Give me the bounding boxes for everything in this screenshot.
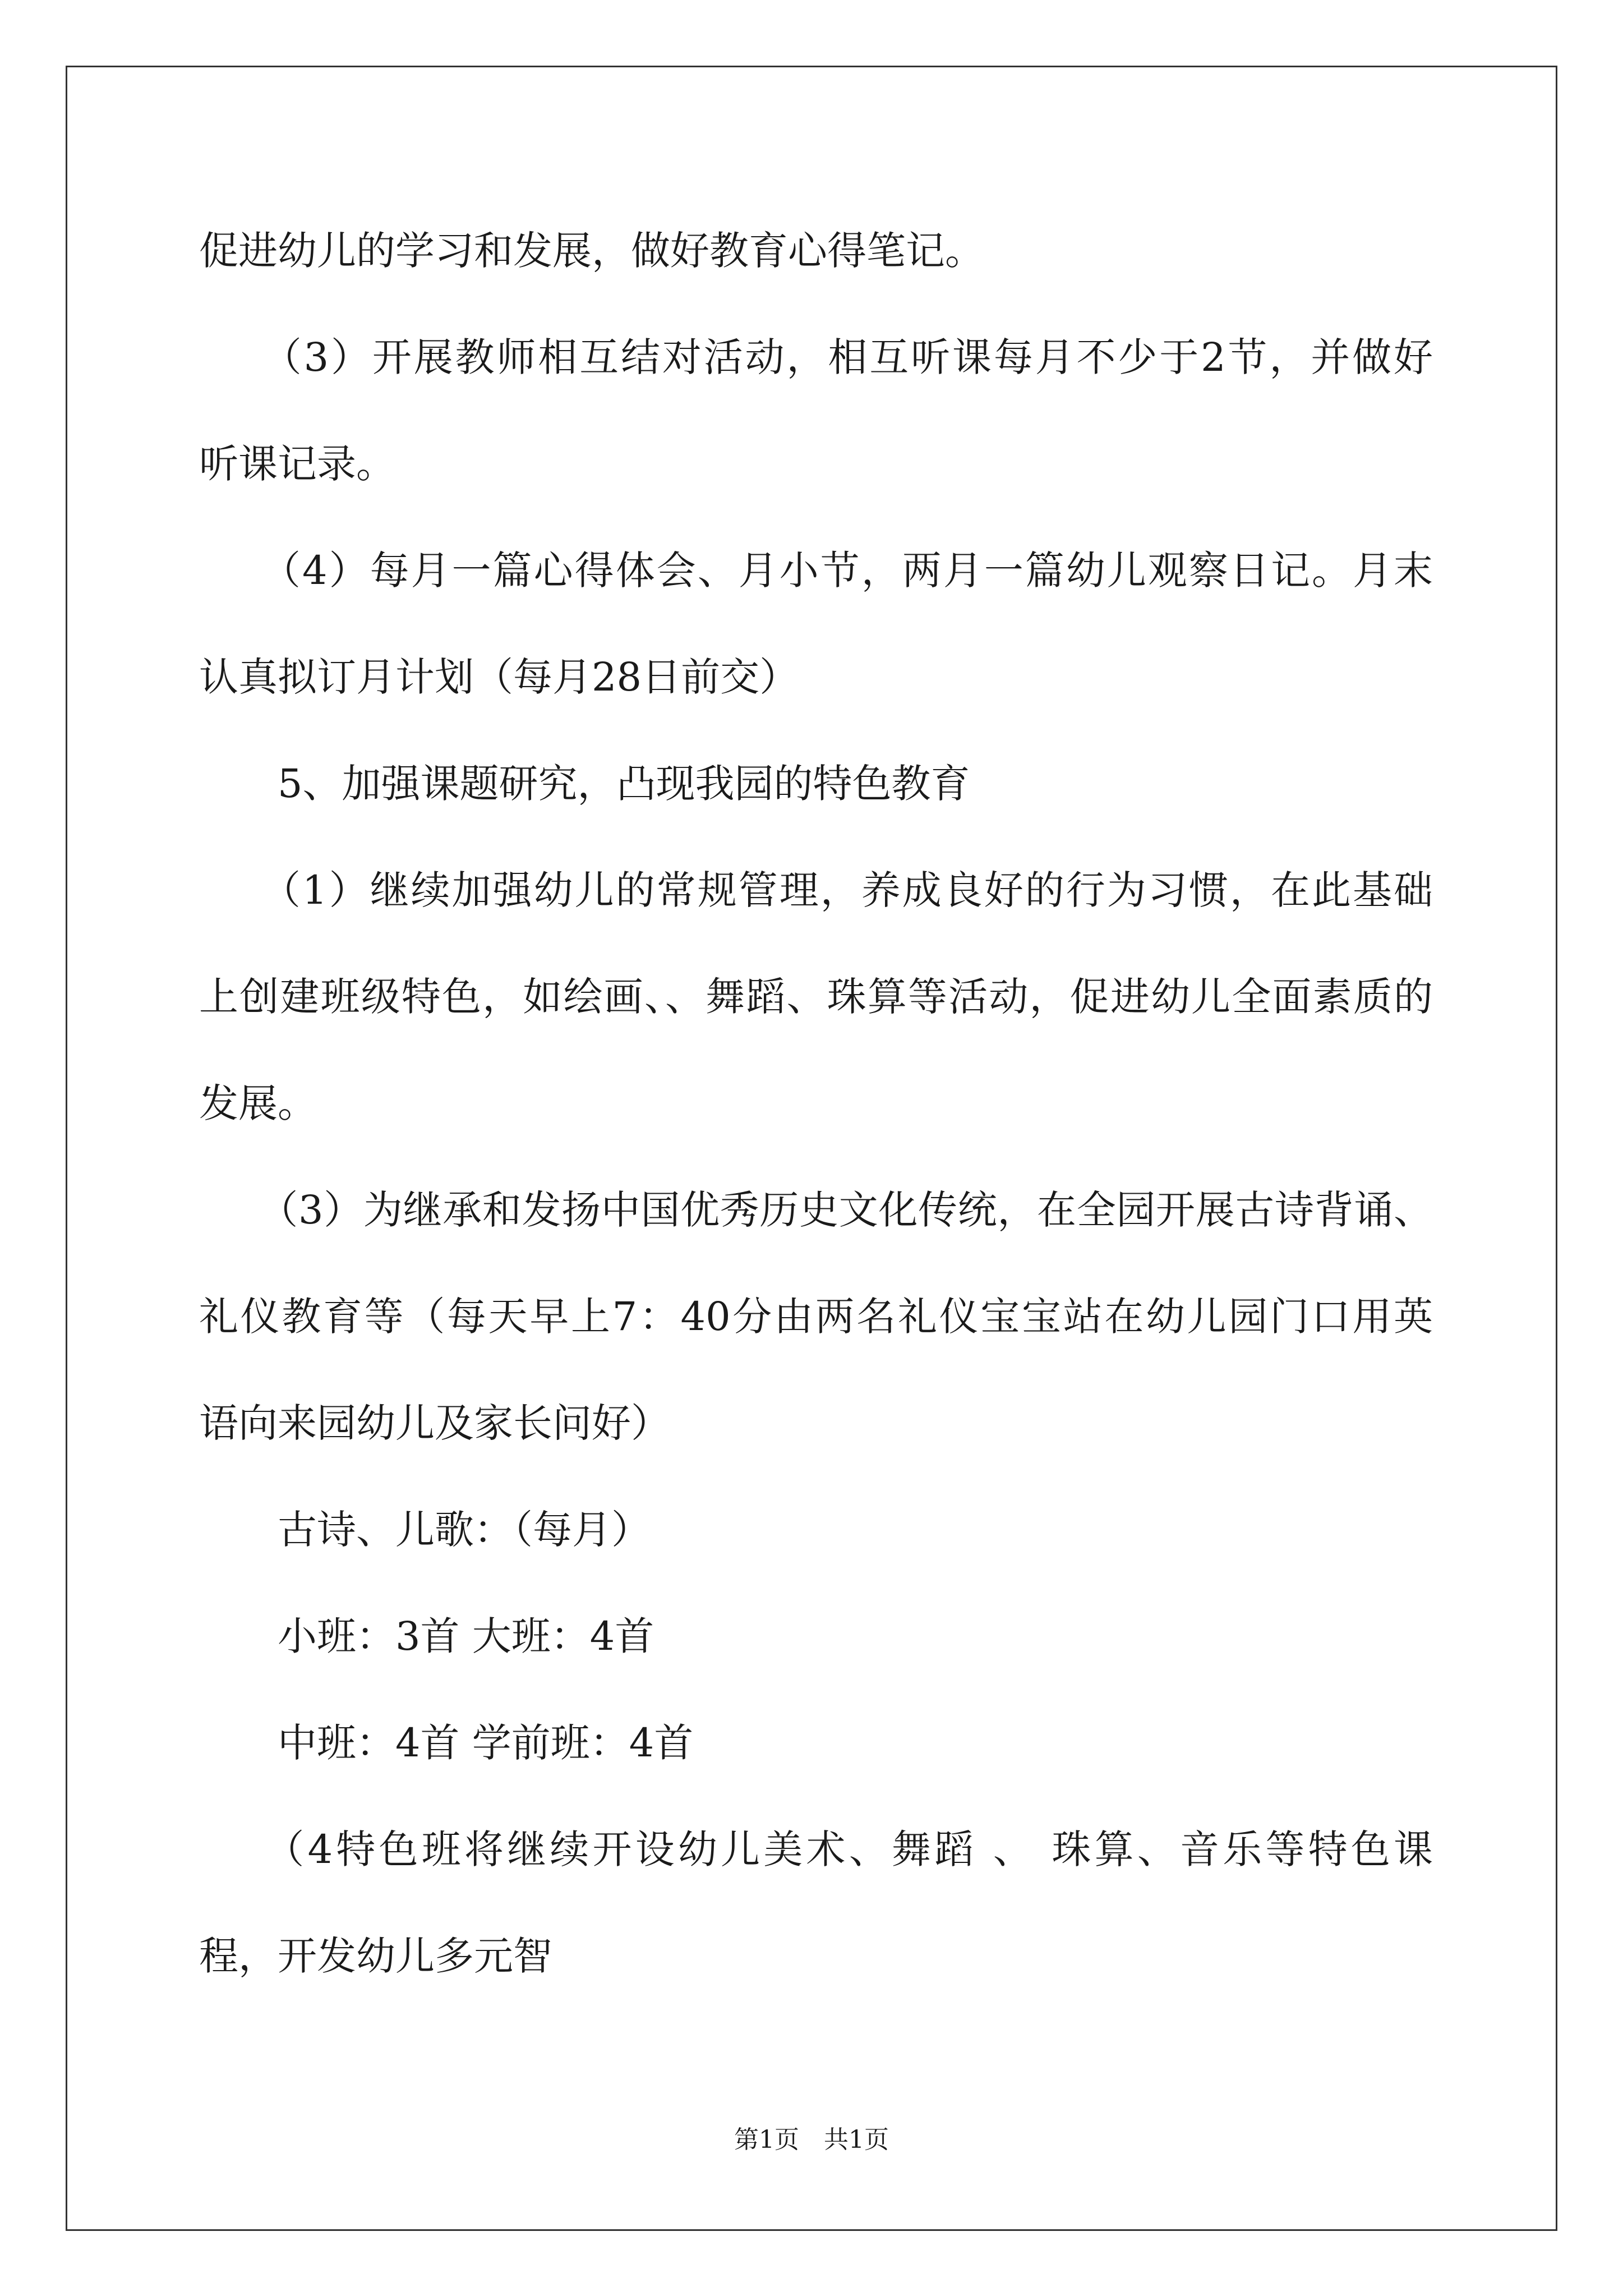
text-line: 上创建班级特色，如绘画、、舞蹈、珠算等活动，促进幼儿全面素质的 — [199, 974, 1433, 1020]
text-line: 程，开发幼儿多元智 — [199, 1933, 552, 1979]
text-line: 听课记录。 — [199, 441, 395, 487]
text-line: 促进幼儿的学习和发展，做好教育心得笔记。 — [199, 228, 984, 274]
page-footer: 第1页 共1页 — [734, 2125, 889, 2154]
text-line: （4特色班将继续开设幼儿美术、舞蹈 、 珠算、音乐等特色课 — [199, 1826, 1433, 1872]
page-border — [66, 66, 1557, 2231]
text-line: 语向来园幼儿及家长问好） — [199, 1400, 670, 1446]
text-line: 古诗、儿歌：（每月） — [199, 1507, 651, 1553]
section-heading: 5、加强课题研究，凸现我园的特色教育 — [199, 761, 970, 807]
text-line: （4）每月一篇心得体会、月小节，两月一篇幼儿观察日记。月末 — [199, 547, 1433, 593]
text-line: （3）为继承和发扬中国优秀历史文化传统，在全园开展古诗背诵、 — [199, 1187, 1433, 1233]
text-line: 小班：3首 大班：4首 — [199, 1613, 654, 1659]
text-line: （1）继续加强幼儿的常规管理，养成良好的行为习惯，在此基础 — [199, 867, 1433, 913]
text-line: 礼仪教育等（每天早上7：40分由两名礼仪宝宝站在幼儿园门口用英 — [199, 1294, 1433, 1340]
text-line: （3）开展教师相互结对活动，相互听课每月不少于2节，并做好 — [199, 334, 1433, 380]
text-line: 认真拟订月计划（每月28日前交） — [199, 654, 799, 700]
text-line: 中班：4首 学前班：4首 — [199, 1720, 694, 1766]
text-line: 发展。 — [199, 1080, 317, 1126]
